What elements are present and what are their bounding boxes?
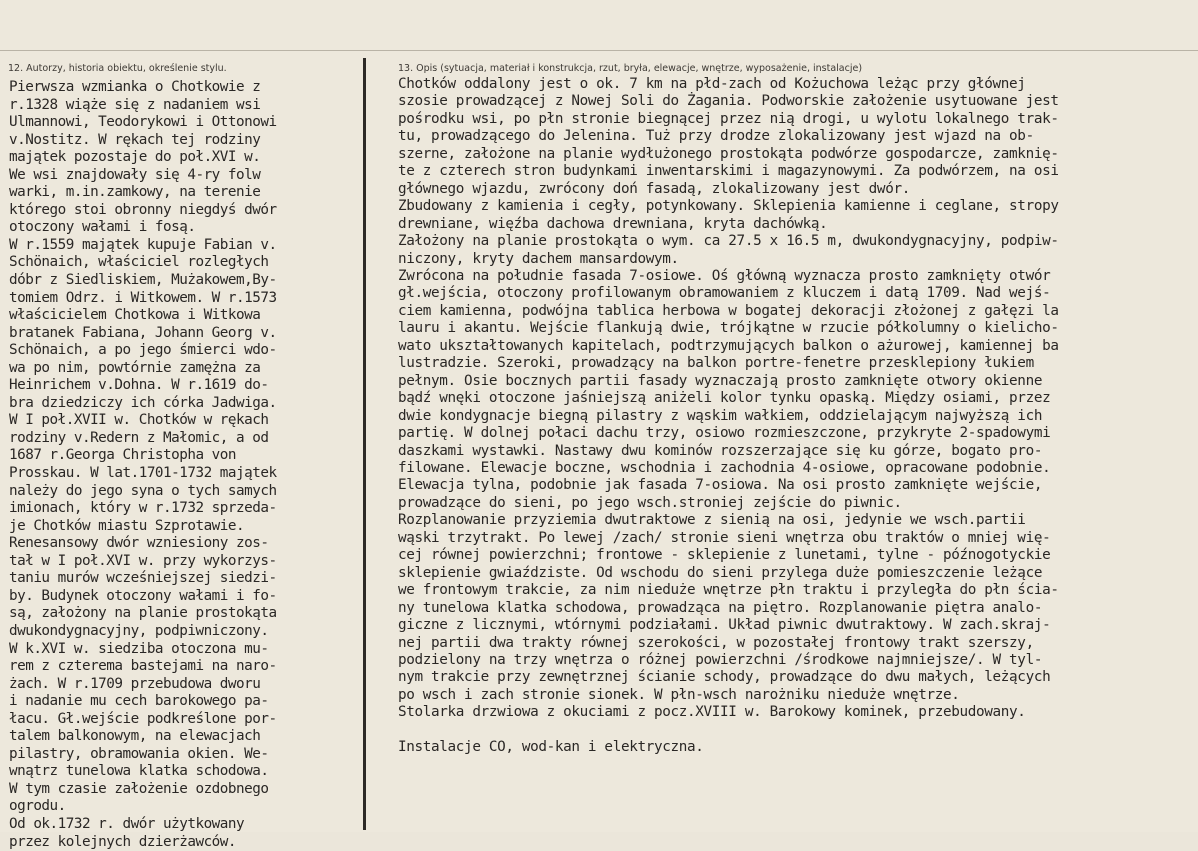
text-line: 1687 r.Georga Christopha von (9, 447, 237, 464)
text-line: przez kolejnych dzierżawców. (9, 833, 237, 850)
text-line: głównego wjazdu, zwrócony doń fasadą, zlokalizowany jest dwór. (398, 180, 910, 197)
text-line: ciem kamienna, podwójna tablica herbowa w bogatej dekoracji złożonej z gałęzi la (398, 302, 1059, 319)
text-line: Schönaich, właściciel rozległych (9, 254, 269, 271)
section-13-header: 13. Opis (sytuacja, materiał i konstrukcja, rzut, bryła, elewacje, wnętrze, wyposażenie, instalacje) (398, 63, 863, 74)
text-line: lustradzie. Szeroki, prowadzący na balkon portre-fenetre przesklepiony łukiem (398, 355, 1034, 372)
text-line: tu, prowadzącego do Jelenina. Tuż przy drodze zlokalizowany jest wjazd na ob- (398, 128, 1034, 145)
text-line: dóbr z Siedliskiem, Mużakowem,By- (9, 272, 277, 289)
text-line: bądź wnęki otoczone jaśniejszą aniżeli kolor tynku opaską. Między osiami, przez (398, 390, 1051, 407)
text-line: drewniane, więźba dachowa drewniana, kryta dachówką. (398, 215, 828, 232)
text-line: daszkami wystawki. Nastawy dwu kominów rozszerzające się ku górze, bogato pro- (398, 442, 1043, 459)
text-line: Pierwsza wzmianka o Chotkowie z (9, 79, 261, 95)
text-line: dwukondygnacyjny, podpiwniczony. (9, 622, 269, 639)
text-line: Stolarka drzwiowa z okuciami z pocz.XVIII w. Barokowy kominek, przebudowany. (398, 704, 1026, 721)
text-line: Instalacje CO, wod-kan i elektryczna. (398, 739, 704, 756)
text-line: pilastry, obramowania okien. We- (9, 745, 269, 762)
text-line: właścicielem Chotkowa i Witkowa (9, 307, 261, 324)
text-line: taniu murów wcześniejszej siedzi- (9, 570, 277, 587)
text-line: we frontowym trakcie, za nim nieduże wnętrze płn traktu i przyległa do płn ścia- (398, 582, 1059, 599)
text-line: Schönaich, a po jego śmierci wdo- (9, 342, 277, 359)
text-line: otoczony wałami i fosą. (9, 219, 196, 236)
text-line: lauru i akantu. Wejście flankują dwie, trójkątne w rzucie półkolumny o kielicho- (398, 320, 1059, 337)
text-line: wnątrz tunelowa klatka schodowa. (9, 763, 269, 780)
text-line: cej równej powierzchni; frontowe - sklepienie z lunetami, tylne - późnogotyckie (398, 547, 1051, 564)
text-line: Od ok.1732 r. dwór użytkowany (9, 815, 245, 832)
text-line: filowane. Elewacje boczne, wschodnia i zachodnia 4-osiowe, opracowane podobnie. (398, 459, 1051, 476)
text-line: Ulmannowi, Teodorykowi i Ottonowi (9, 114, 277, 131)
text-line: są, założony na planie prostokąta (9, 605, 277, 622)
text-line: podzielony na trzy wnętrza o różnej powierzchni /środkowe najmniejsze/. W tyl- (398, 651, 1043, 668)
text-line: należy do jego syna o tych samych (9, 482, 277, 499)
text-line: ogrodu. (9, 798, 66, 815)
section-12-header: 12. Autorzy, historia obiektu, określenie stylu. (8, 63, 227, 74)
text-line: Heinrichem v.Dohna. W r.1619 do- (9, 377, 269, 394)
top-rule (0, 50, 1198, 51)
text-line: Rozplanowanie przyziemia dwutraktowe z sienią na osi, jedynie we wsch.partii (398, 512, 1026, 529)
text-line: giczne z licznymi, wtórnymi podziałami. Układ piwnic dwutraktowy. W zach.skraj- (398, 617, 1051, 634)
text-line: nym trakcie przy zewnętrznej ścianie schody, prowadzące do dwu małych, leżących (398, 669, 1051, 686)
text-line: r.1328 wiąże się z nadaniem wsi (9, 96, 261, 113)
text-line: pełnym. Osie bocznych partii fasady wyznaczają prosto zamknięte otwory okienne (398, 372, 1043, 389)
text-line: szosie prowadzącej z Nowej Soli do Żagania. Podworskie założenie usytuowane jest (398, 93, 1059, 110)
text-line: dwie kondygnacje biegną pilastry z wąskim wałkiem, oddzielającym najwyższą ich (398, 407, 1043, 424)
text-line: by. Budynek otoczony wałami i fo- (9, 587, 277, 604)
text-line (398, 722, 1188, 739)
text-line: Zwrócona na południe fasada 7-osiowe. Oś główną wyznacza prosto zamknięty otwór (398, 267, 1051, 284)
text-line: nej partii dwa trakty równej szerokości, w pozostałej frontowy trakt szerszy, (398, 634, 1034, 651)
text-line: pośrodku wsi, po płn stronie biegnącej przez nią drogi, u wylotu lokalnego trak- (398, 110, 1059, 127)
text-line: v.Nostitz. W rękach tej rodziny (9, 131, 261, 148)
text-line: warki, m.in.zamkowy, na terenie (9, 184, 261, 201)
text-line: rem z czterema bastejami na naro- (9, 658, 277, 675)
text-line: We wsi znajdowały się 4-ry folw (9, 166, 261, 183)
text-line: szerne, założone na planie wydłużonego prostokąta podwórze gospodarcze, zamknię- (398, 145, 1059, 162)
text-line: Chotków oddalony jest o ok. 7 km na płd-zach od Kożuchowa leżąc przy głównej (398, 76, 1026, 92)
text-line: ny tunelowa klatka schodowa, prowadząca na piętro. Rozplanowanie piętra analo- (398, 599, 1043, 616)
text-line: wa po nim, powtórnie zamężna za (9, 359, 261, 376)
column-divider (363, 58, 366, 830)
text-line: tomiem Odrz. i Witkowem. W r.1573 (9, 289, 277, 306)
text-line: wąski trzytrakt. Po lewej /zach/ stronie sieni wnętrza obu traktów o mniej wię- (398, 529, 1051, 546)
text-line: Elewacja tylna, podobnie jak fasada 7-osiowa. Na osi prosto zamknięte wejście, (398, 477, 1043, 494)
text-line: wato ukształtowanych kapitelach, podtrzymujących balkon o ażurowej, kamiennej ba (398, 337, 1059, 354)
text-line: Prosskau. W lat.1701-1732 majątek (9, 465, 277, 482)
text-line: którego stoi obronny niegdyś dwór (9, 201, 277, 218)
text-line: talem balkonowym, na elewacjach (9, 728, 261, 745)
text-line: bratanek Fabiana, Johann Georg v. (9, 324, 277, 341)
text-line: partię. W dolnej połaci dachu trzy, osiowo rozmieszczone, przykryte 2-spadowymi (398, 425, 1051, 442)
text-line: je Chotków miastu Szprotawie. (9, 517, 245, 534)
text-line: i nadanie mu cech barokowego pa- (9, 693, 269, 710)
text-line: W r.1559 majątek kupuje Fabian v. (9, 236, 277, 253)
text-line: W tym czasie założenie ozdobnego (9, 780, 269, 797)
text-line: majątek pozostaje do poł.XVI w. (9, 149, 261, 166)
text-line: rodziny v.Redern z Małomic, a od (9, 429, 269, 446)
text-line: łacu. Gł.wejście podkreślone por- (9, 710, 277, 727)
text-line: tał w I poł.XVI w. przy wykorzys- (9, 552, 277, 569)
text-line: Zbudowany z kamienia i cegły, potynkowany. Sklepienia kamienne i ceglane, stropy (398, 198, 1059, 215)
text-line: prowadzące do sieni, po jego wsch.stroniej zejście do piwnic. (398, 494, 902, 511)
description-text (398, 76, 1188, 776)
text-line: te z czterech stron budynkami inwentarskimi i magazynowymi. Za podwórzem, na osi (398, 163, 1059, 180)
text-line: po wsch i zach stronie sionek. W płn-wsch narożniku nieduże wnętrze. (398, 686, 960, 703)
text-line: gł.wejścia, otoczony profilowanym obramowaniem z kluczem i datą 1709. Nad wejś- (398, 285, 1051, 302)
text-line: imionach, który w r.1732 sprzeda- (9, 500, 277, 517)
text-line: Renesansowy dwór wzniesiony zos- (9, 535, 269, 552)
text-line: żach. W r.1709 przebudowa dworu (9, 675, 261, 692)
history-text (9, 79, 361, 850)
text-line: sklepienie gwiaździste. Od wschodu do sieni przylega duże pomieszczenie leżące (398, 564, 1043, 581)
text-line: niczony, kryty dachem mansardowym. (398, 250, 679, 267)
text-line: W k.XVI w. siedziba otoczona mu- (9, 640, 269, 657)
text-line: W I poł.XVII w. Chotków w rękach (9, 412, 269, 429)
text-line: bra dziedziczy ich córka Jadwiga. (9, 394, 277, 411)
text-line: Założony na planie prostokąta o wym. ca 27.5 x 16.5 m, dwukondygnacyjny, podpiw- (398, 233, 1059, 250)
